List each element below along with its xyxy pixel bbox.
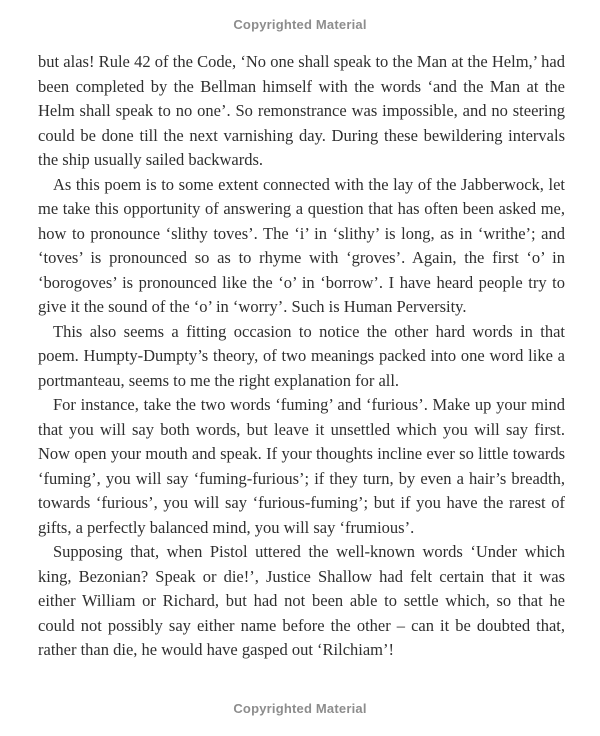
paragraph-4: For instance, take the two words ‘fuming’ and ‘furious’. Make up your mind that you will say both words, but leave it unsettled which you will say first. Now open your mouth and speak. If your thoughts incline ever so little towards ‘fuming’, you will say ‘fuming-furious’; if they turn, by even a hair’s breadth, towards ‘furious’, you will say ‘furious-fuming’; but if you have the rarest of gifts, a perfectly balanced mind, you will say ‘frumious’. [38, 395, 565, 537]
paragraph-1: but alas! Rule 42 of the Code, ‘No one shall speak to the Man at the Helm,’ had been completed by the Bellman himself with the words ‘and the Man at the Helm shall speak to no one’. So remonstrance was impossible, and no steering could be done till the next varnishing day. During these bewildering intervals the ship usually sailed backwards. [38, 52, 565, 169]
copyright-notice-top: Copyrighted Material [233, 17, 367, 32]
page-text [38, 50, 565, 663]
paragraph-5: Supposing that, when Pistol uttered the well-known words ‘Under which king, Bezonian? Speak or die!’, Justice Shallow had felt certain that it was either William or Richard, but had not been able to settle which, so that he could not possibly say either name before the other – can it be doubted that, rather than die, he would have gasped out ‘Rilchiam’! [38, 542, 565, 659]
paragraph-3: This also seems a fitting occasion to notice the other hard words in that poem. Humpty-Dumpty’s theory, of two meanings packed into one word like a portmanteau, seems to me the right explanation for all. [38, 321, 565, 390]
paragraph-2: As this poem is to some extent connected with the lay of the Jabberwock, let me take this opportunity of answering a question that has often been asked me, how to pronounce ‘slithy toves’. The ‘i’ in ‘slithy’ is long, as in ‘writhe’; and ‘toves’ is pronounced so as to rhyme with ‘groves’. Again, the first ‘o’ in ‘borogoves’ is pronounced like the ‘o’ in ‘borrow’. I have heard people try to give it the sound of the ‘o’ in ‘worry’. Such is Human Perversity. [38, 174, 565, 316]
copyright-notice-bottom: Copyrighted Material [233, 701, 367, 716]
